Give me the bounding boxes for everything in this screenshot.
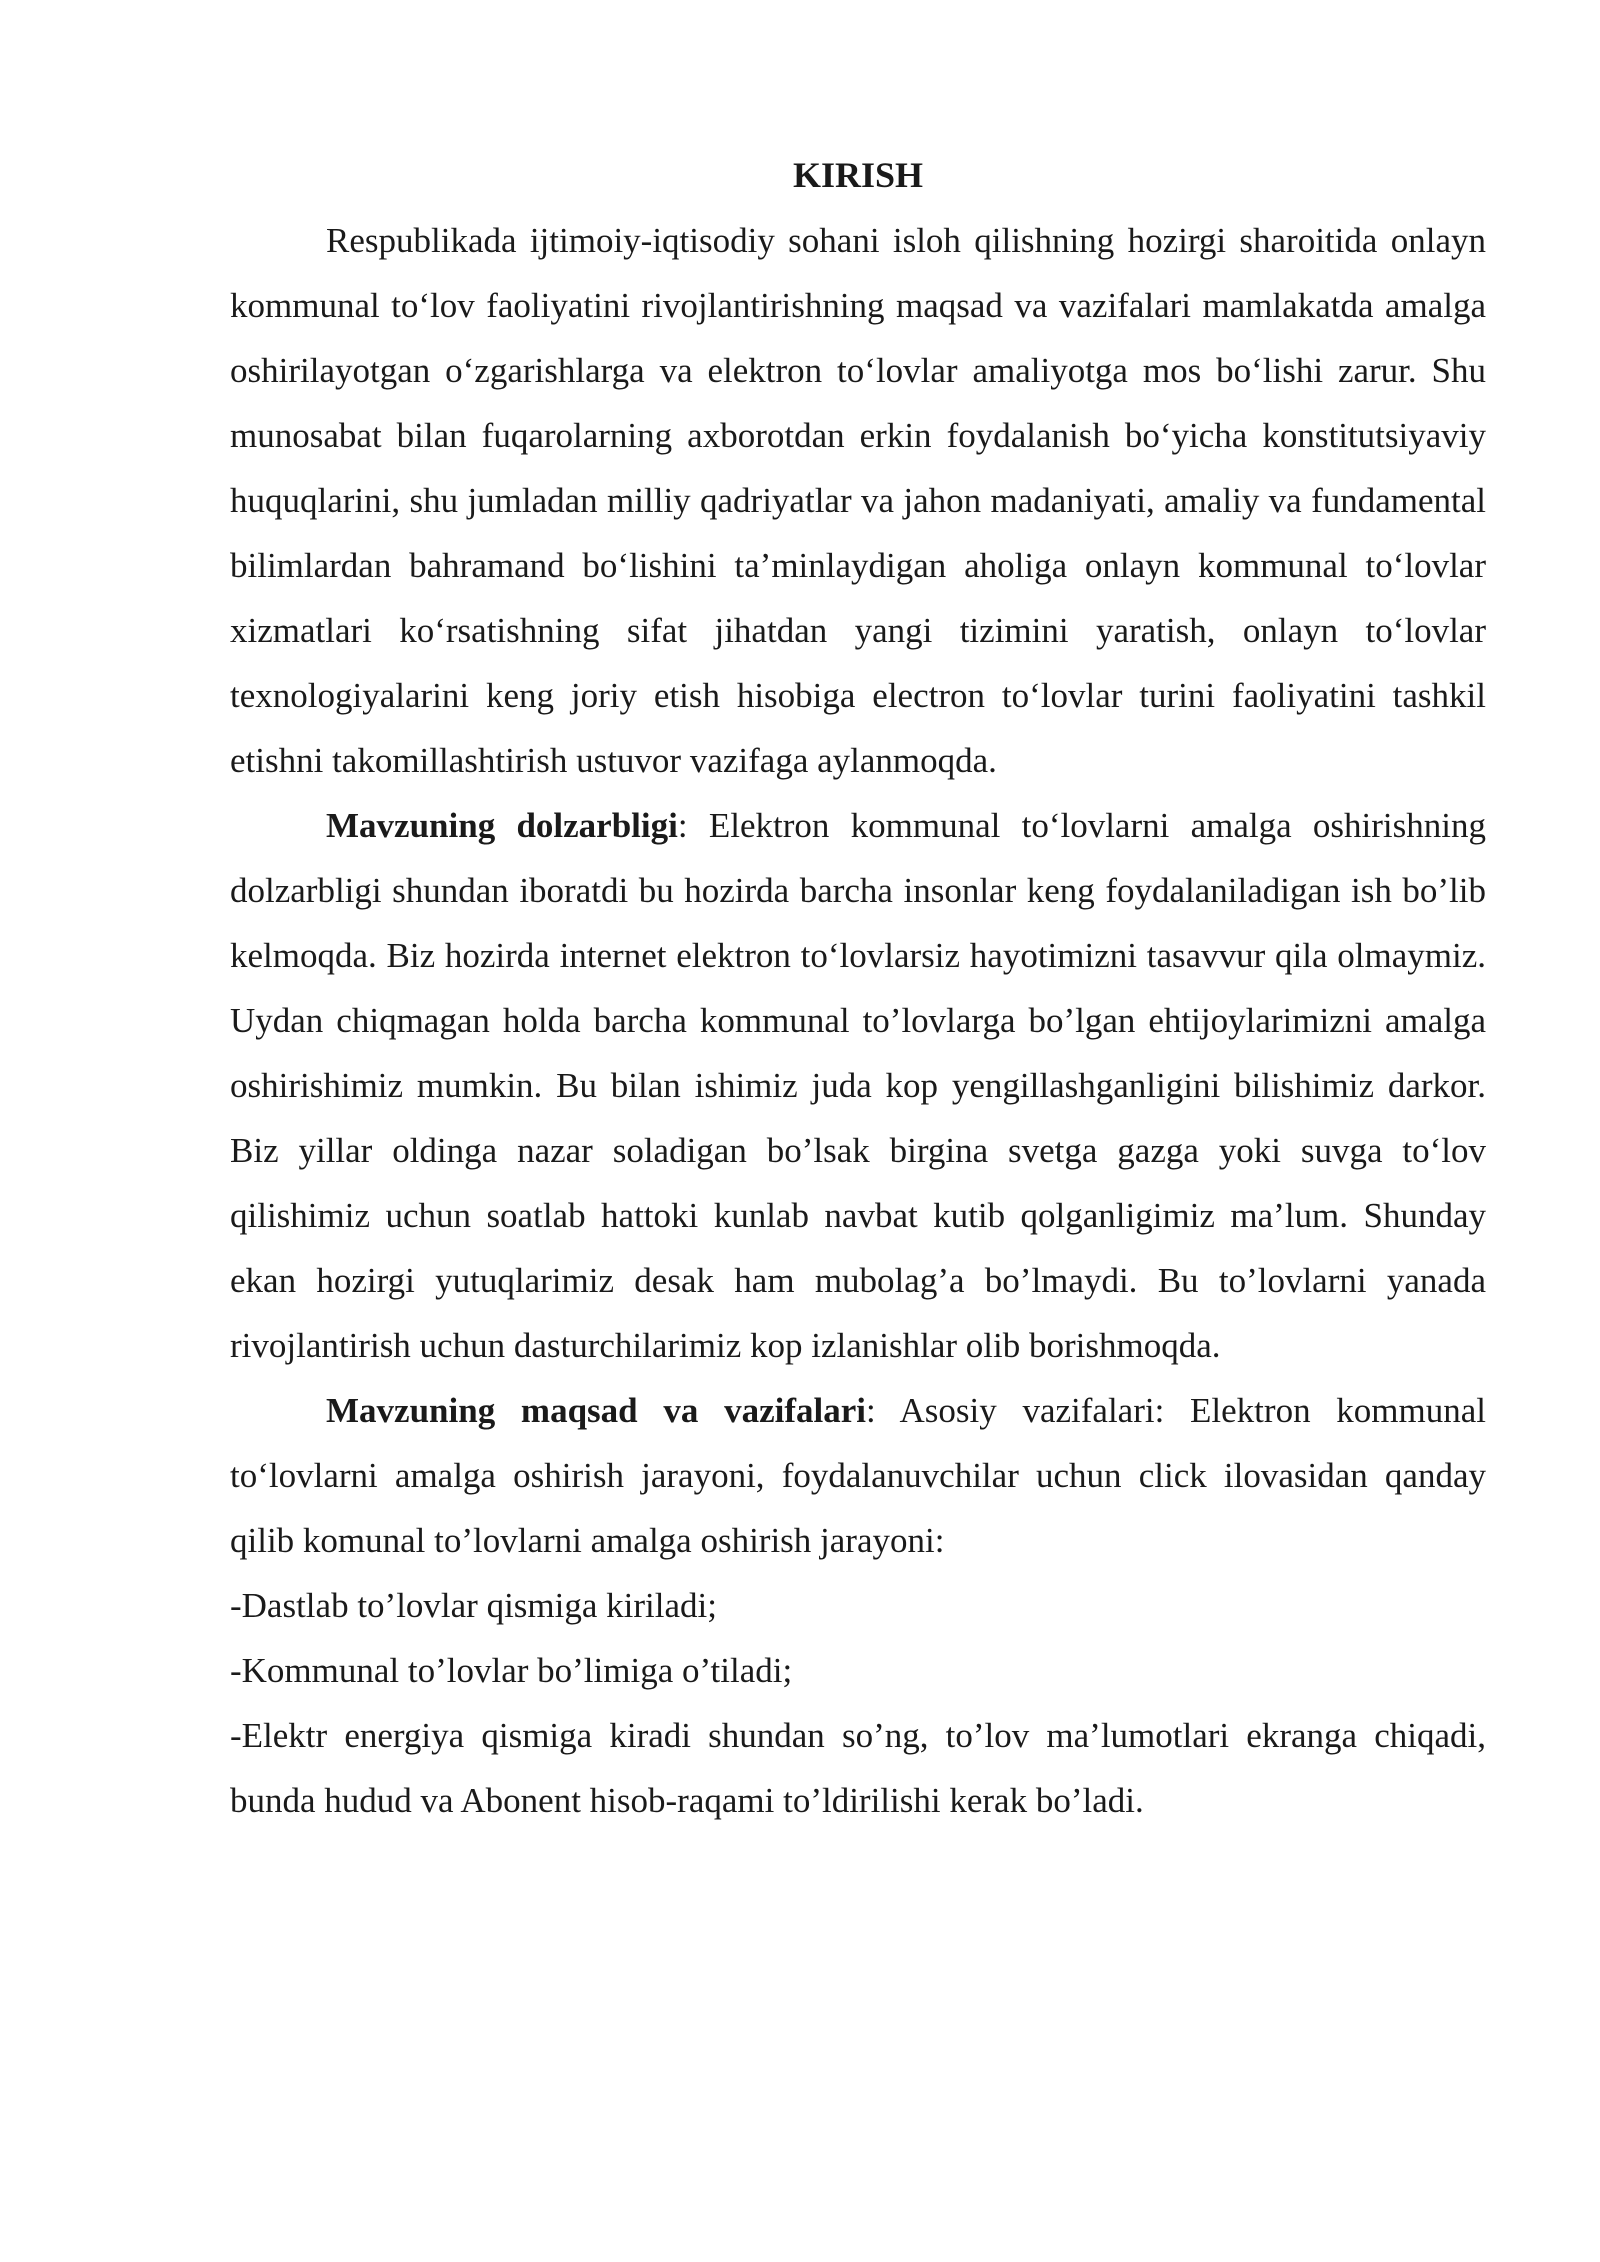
goals-text: : Asosiy vazifalari: Elektron kommunal to‘lovlarni amalga oshirish jarayoni, foydalanuvchilar uchun click ilovasidan qanday qilib komunal to’lovlarni amalga oshirish jarayoni: — [230, 1391, 1486, 1560]
list-item: -Dastlab to’lovlar qismiga kiriladi; — [230, 1586, 717, 1625]
document-page — [230, 150, 1486, 1833]
steps-list — [230, 1573, 1486, 1833]
goals-heading: Mavzuning maqsad va vazifalari — [326, 1391, 866, 1430]
list-item: -Elektr energiya qismiga kiradi shundan so’ng, to’lov ma’lumotlari ekranga chiqadi, bunda hudud va Abonent hisob-raqami to’ldirilishi kerak bo’ladi. — [230, 1716, 1486, 1820]
list-item: -Kommunal to’lovlar bo’limiga o’tiladi; — [230, 1651, 793, 1690]
relevance-text: : Elektron kommunal to‘lovlarni amalga oshirishning dolzarbligi shundan iboratdi bu hozirda barcha insonlar keng foydalaniladigan ish bo’lib kelmoqda. Biz hozirda internet elektron to‘lovlarsiz hayotimizni tasavvur qila olmaymiz. Uydan chiqmagan holda barcha kommunal to’lovlarga bo’lgan ehtijoylarimizni amalga oshirishimiz mumkin. Bu bilan ishimiz juda kop yengillashganligini bilishimiz darkor. Biz yillar oldinga nazar soladigan bo’lsak birgina svetga gazga yoki suvga to‘lov qilishimiz uchun soatlab hattoki kunlab navbat kutib qolganligimiz ma’lum. Shunday ekan hozirgi yutuqlarimiz desak ham mubolag’a bo’lmaydi. Bu to’lovlarni yanada rivojlantirish uchun dasturchilarimiz kop izlanishlar olib borishmoqda. — [230, 806, 1486, 1365]
goals-paragraph — [230, 1378, 1486, 1573]
relevance-paragraph — [230, 793, 1486, 1378]
relevance-heading: Mavzuning dolzarbligi — [326, 806, 678, 845]
intro-paragraph: Respublikada ijtimoiy-iqtisodiy sohani isloh qilishning hozirgi sharoitida onlayn kommunal to‘lov faoliyatini rivojlantirishning maqsad va vazifalari mamlakatda amalga oshirilayotgan o‘zgarishlarga va elektron to‘lovlar amaliyotga mos bo‘lishi zarur. Shu munosabat bilan fuqarolarning axborotdan erkin foydalanish bo‘yicha konstitutsiyaviy huquqlarini, shu jumladan milliy qadriyatlar va jahon madaniyati, amaliy va fundamental bilimlardan bahramand bo‘lishini ta’minlaydigan aholiga onlayn kommunal to‘lovlar xizmatlari ko‘rsatishning sifat jihatdan yangi tizimini yaratish, onlayn to‘lovlar texnologiyalarini keng joriy etish hisobiga electron to‘lovlar turini faoliyatini tashkil etishni takomillashtirish ustuvor vazifaga aylanmoqda. — [230, 221, 1486, 780]
page-title: KIRISH — [792, 155, 924, 195]
